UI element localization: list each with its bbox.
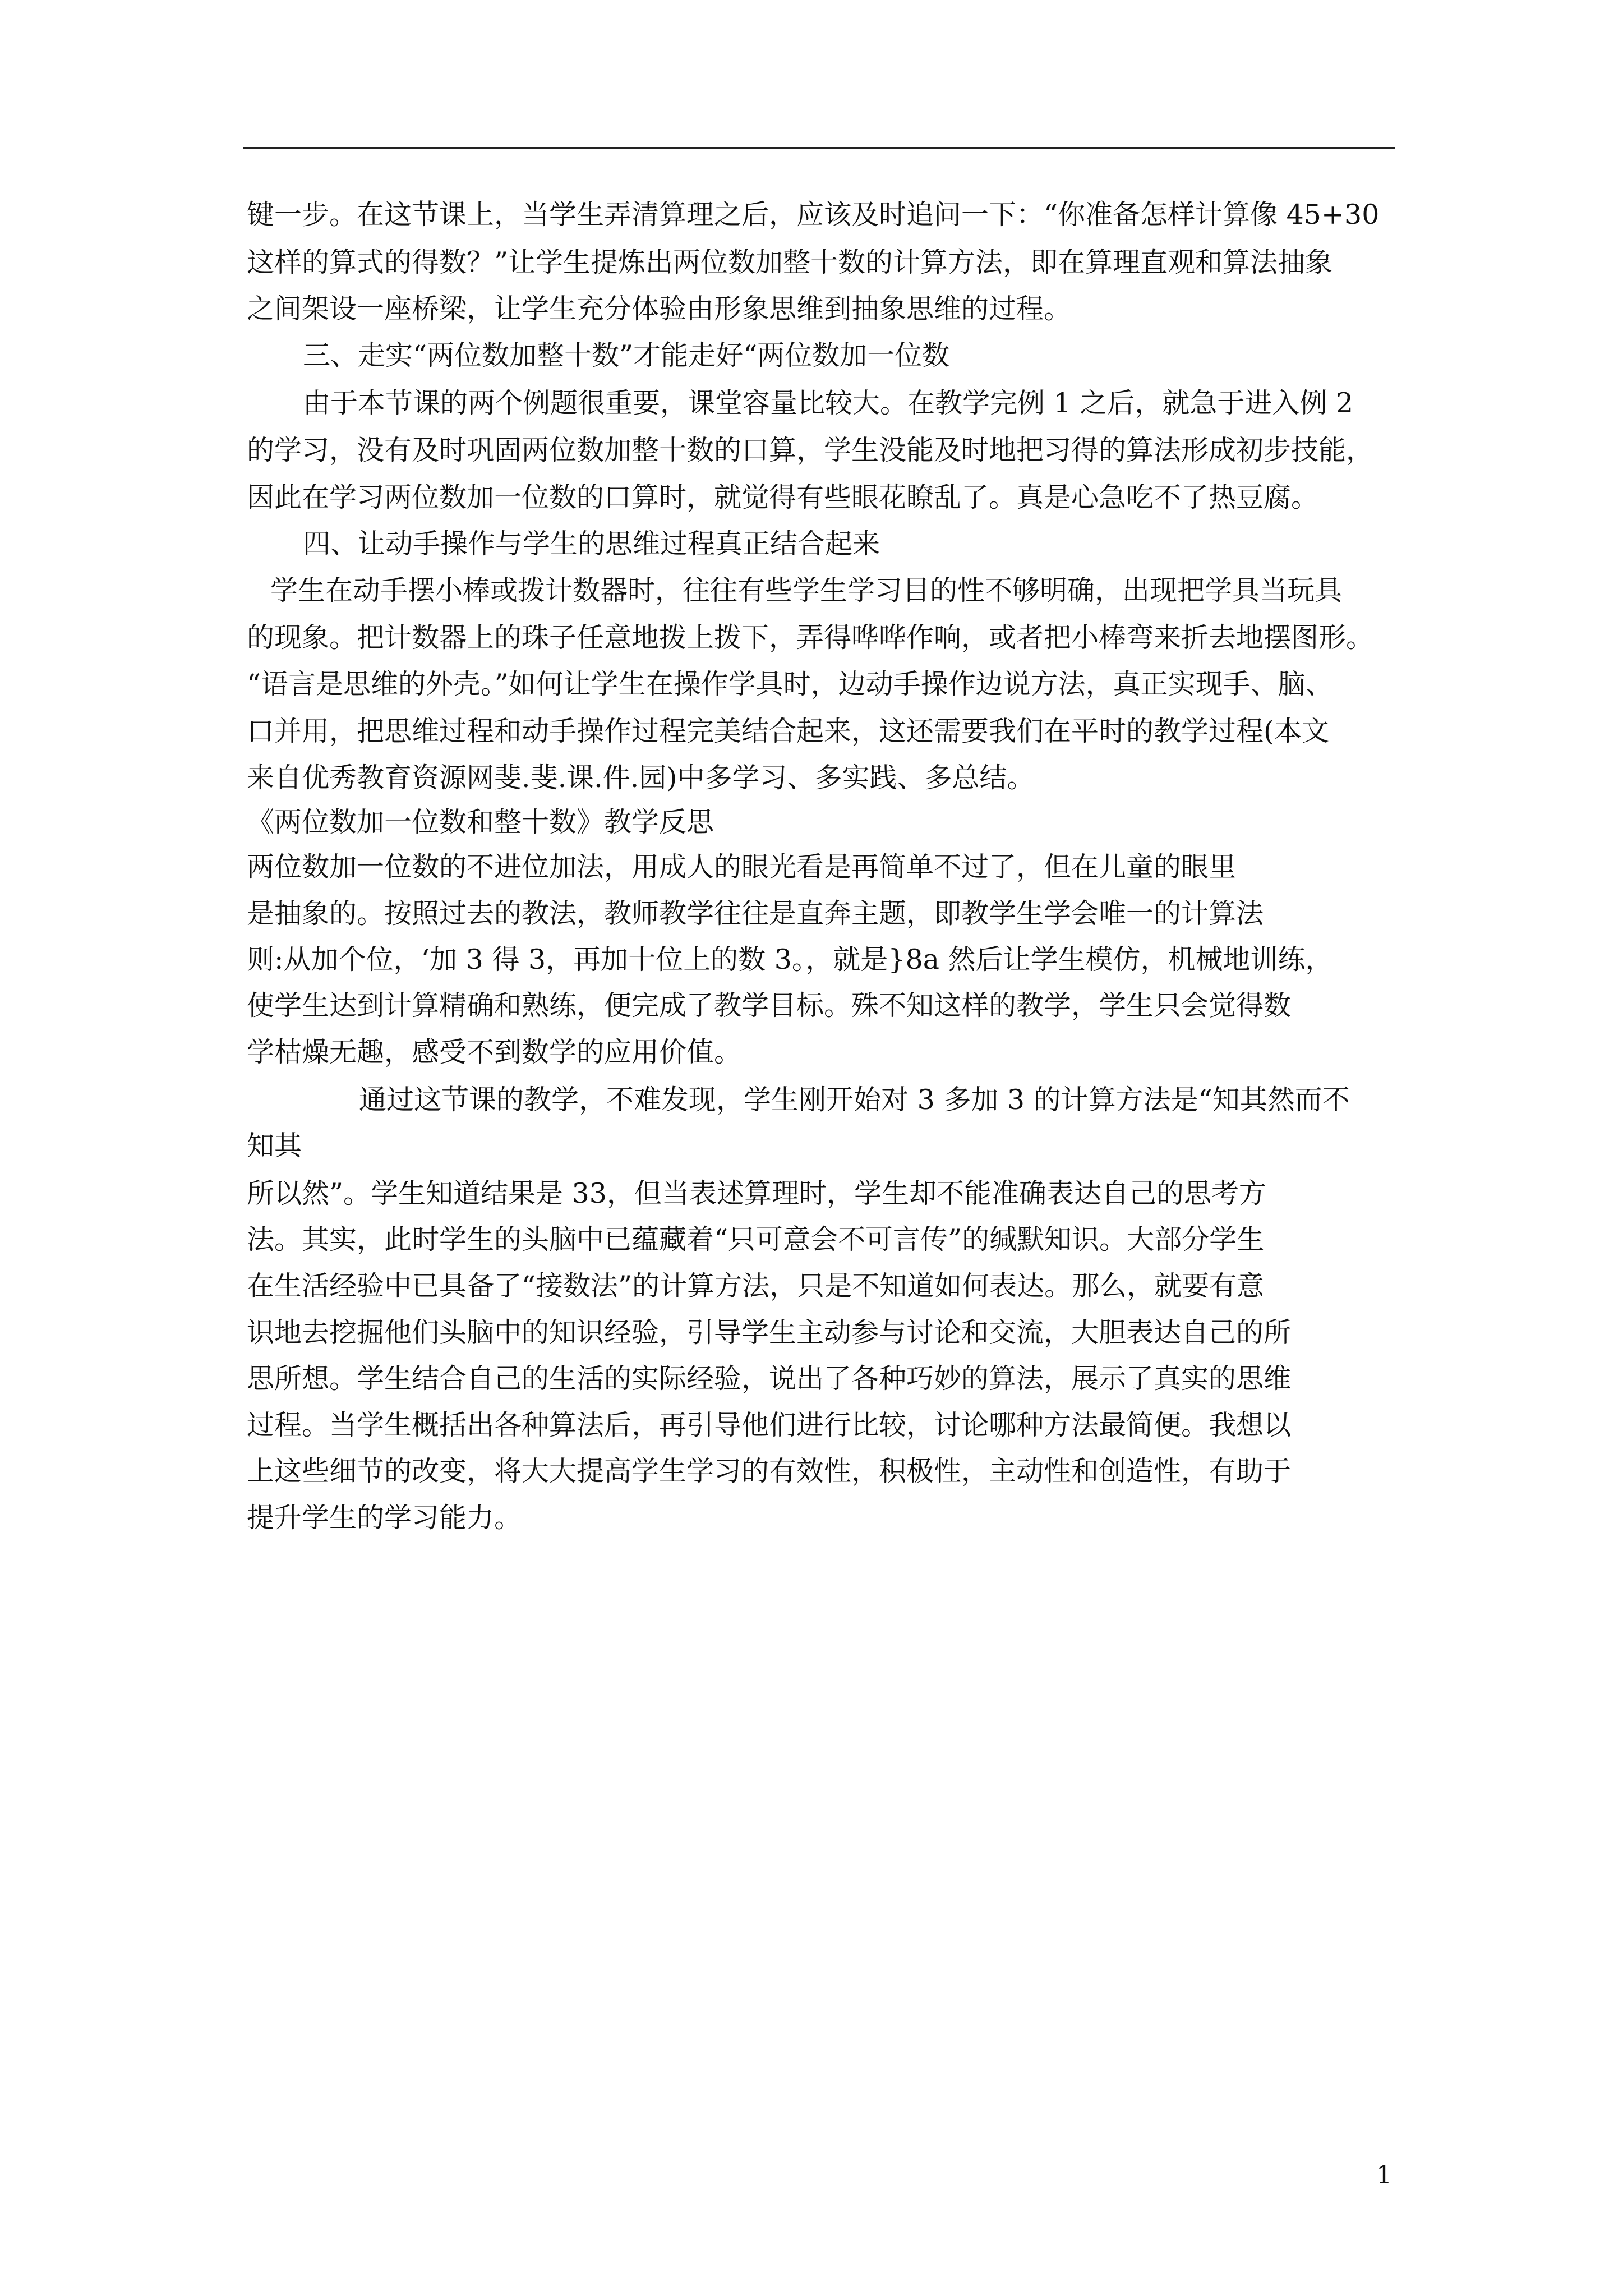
- text-line: 学生在动手摆小棒或拨计数器时，往往有些学生学习目的性不够明确，出现把学具当玩具: [270, 574, 1343, 606]
- header-rule: [243, 147, 1395, 149]
- text-line: 两位数加一位数的不进位加法，用成人的眼光看是再简单不过了，但在儿童的眼里: [247, 851, 1237, 883]
- text-line: 提升学生的学习能力。: [247, 1502, 522, 1534]
- text-line: “语言是思维的外壳。”如何让学生在操作学具时，边动手操作边说方法，真正实现手、脑、: [247, 668, 1333, 700]
- text-line: 使学生达到计算精确和熟练，便完成了教学目标。殊不知这样的教学，学生只会觉得数: [247, 990, 1292, 1022]
- text-line: 因此在学习两位数加一位数的口算时，就觉得有些眼花瞭乱了。真是心急吃不了热豆腐。: [247, 481, 1319, 513]
- text-line: 的现象。把计数器上的珠子任意地拨上拨下，弄得哗哗作响，或者把小棒弯来折去地摆图形。: [247, 622, 1374, 654]
- text-line: 的学习，没有及时巩固两位数加整十数的口算，学生没能及时地把习得的算法形成初步技能，: [247, 434, 1374, 466]
- text-line: 这样的算式的得数？”让学生提炼出两位数加整十数的计算方法，即在算理直观和算法抽象: [247, 246, 1333, 278]
- text-line: 则:从加个位，‘加 3 得 3，再加十位上的数 3。，就是}8a 然后让学生模仿，机械地训练，: [247, 944, 1333, 976]
- page-number: 1: [1376, 2161, 1392, 2189]
- text-line: 过程。当学生概括出各种算法后，再引导他们进行比较，讨论哪种方法最简便。我想以: [247, 1409, 1292, 1441]
- text-line: 之间架设一座桥梁，让学生充分体验由形象思维到抽象思维的过程。: [247, 293, 1072, 325]
- text-line: 学枯燥无趣，感受不到数学的应用价值。: [247, 1036, 742, 1068]
- text-line: 知其: [247, 1130, 302, 1162]
- section-heading: 四、让动手操作与学生的思维过程真正结合起来: [303, 528, 880, 560]
- text-line: 口并用，把思维过程和动手操作过程完美结合起来，这还需要我们在平时的教学过程(本文: [247, 715, 1330, 747]
- text-line: 上这些细节的改变，将大大提高学生学习的有效性，积极性，主动性和创造性，有助于: [247, 1455, 1292, 1487]
- text-line: 通过这节课的教学，不难发现，学生刚开始对 3 多加 3 的计算方法是“知其然而不: [359, 1084, 1350, 1116]
- text-line: 思所想。学生结合自己的生活的实际经验，说出了各种巧妙的算法，展示了真实的思维: [247, 1363, 1292, 1395]
- text-line: 是抽象的。按照过去的教法，教师教学往往是直奔主题，即教学生学会唯一的计算法: [247, 898, 1264, 930]
- text-line: 识地去挖掘他们头脑中的知识经验，引导学生主动参与讨论和交流，大胆表达自己的所: [247, 1317, 1292, 1349]
- text-line: 由于本节课的两个例题很重要，课堂容量比较大。在教学完例 1 之后，就急于进入例 2: [303, 387, 1354, 419]
- section-heading: 三、走实“两位数加整十数”才能走好“两位数加一位数: [303, 339, 950, 371]
- text-line: 在生活经验中已具备了“接数法”的计算方法，只是不知道如何表达。那么，就要有意: [247, 1270, 1265, 1302]
- text-line: 来自优秀教育资源网斐.斐.课.件.园)中多学习、多实践、多总结。: [247, 762, 1035, 794]
- text-line: 法。其实，此时学生的头脑中已蕴藏着“只可意会不可言传”的缄默知识。大部分学生: [247, 1223, 1265, 1255]
- reflection-title: 《两位数加一位数和整十数》教学反思: [247, 806, 714, 838]
- text-line: 所以然”。学生知道结果是 33，但当表述算理时，学生却不能准确表达自己的思考方: [247, 1177, 1266, 1209]
- text-line: 键一步。在这节课上，当学生弄清算理之后，应该及时追问一下：“你准备怎样计算像 45+30: [247, 199, 1380, 231]
